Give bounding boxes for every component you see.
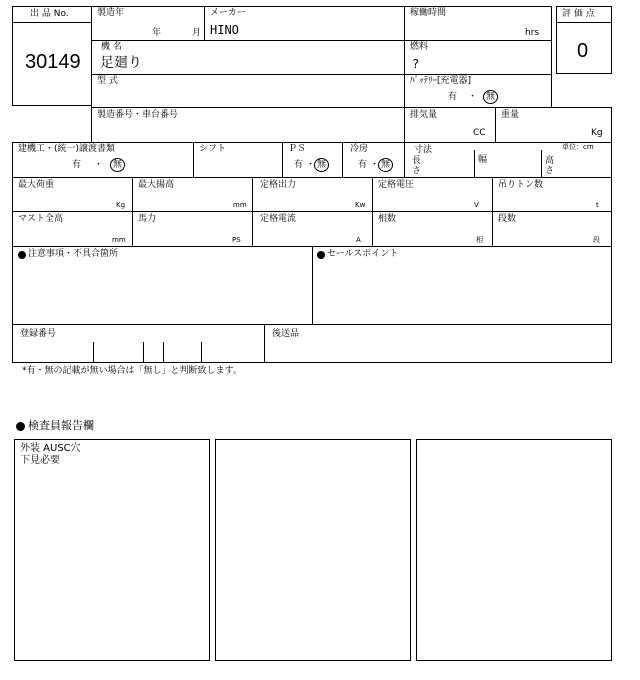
reg-divider-2 (143, 342, 144, 363)
reg-divider-4 (201, 342, 202, 363)
sales-bullet (317, 251, 325, 259)
inspector-box-1 (14, 439, 210, 661)
max-load-label: 最大荷重 (18, 180, 55, 190)
maker-label: メーカー (210, 8, 246, 18)
dims-divider-1 (474, 150, 475, 178)
aircon-nashi-circled: 無 (378, 158, 393, 172)
doc-label: 建機工・(統一)譲渡書類 (18, 144, 116, 154)
rated-current-label: 定格電流 (260, 214, 297, 224)
year-nen: 年 (152, 28, 162, 38)
battery-nashi-circled: 無 (483, 90, 498, 104)
notes-bullet (18, 251, 26, 259)
mast-height-unit: mm (112, 236, 126, 244)
hours-label: 稼働時間 (410, 8, 447, 18)
dims-unit: 単位：cm (562, 143, 594, 151)
doc-nashi-circled: 無 (110, 158, 125, 172)
ps-nashi-circled: 無 (314, 158, 329, 172)
score-value: 0 (577, 40, 589, 62)
weight-label: 重量 (501, 110, 520, 120)
score-label: 評 価 点 (562, 9, 595, 19)
inspector-box-2 (215, 439, 411, 661)
maker-value: HINO (210, 23, 239, 37)
year-tsuki: 月 (192, 28, 202, 38)
model-name-value: 足廻り (100, 55, 142, 71)
hours-unit: hrs (525, 28, 540, 38)
inspector-box-3 (416, 439, 612, 661)
shipping-label: 後送品 (272, 329, 300, 339)
rated-output-label: 定格出力 (260, 180, 297, 190)
inspector-line-1: 外装 AUSC穴 (20, 443, 81, 454)
shipping-cell (264, 324, 612, 363)
lift-ton-unit: t (596, 201, 599, 209)
dims-length: 長さ (412, 156, 422, 176)
fuel-value: ? (412, 57, 420, 71)
notes-label: 注意事項・不具合箇所 (28, 249, 119, 259)
model-name-label: 機 名 (101, 42, 122, 52)
doc-sep: ・ (94, 160, 104, 170)
max-lift-label: 最大揚高 (138, 180, 175, 190)
mast-height-label: マスト全高 (18, 214, 64, 224)
inspector-title: 検査員報告欄 (28, 419, 94, 432)
weight-unit: Kg (591, 128, 603, 138)
dims-divider-2 (541, 150, 542, 178)
lot-number: 30149 (25, 51, 81, 73)
inspector-bullet (16, 422, 25, 431)
reg-divider-3 (163, 342, 164, 363)
battery-sep: ・ (468, 92, 478, 102)
rated-current-unit: A (356, 236, 361, 244)
reg-divider-1 (93, 342, 94, 363)
max-load-unit: Kg (116, 201, 126, 209)
lot-label: 出 品 No. (30, 9, 69, 19)
displacement-unit: CC (473, 128, 486, 138)
type-cell (91, 74, 405, 108)
aircon-ari: 有 (358, 160, 368, 170)
dims-width: 幅 (478, 155, 488, 165)
serial-label: 製造番号・車台番号 (97, 110, 179, 120)
year-label: 製造年 (97, 8, 125, 18)
battery-ari: 有 (448, 92, 458, 102)
stages-label: 段数 (498, 214, 517, 224)
type-label: 型 式 (97, 76, 118, 86)
stages-unit: 段 (593, 236, 600, 244)
fuel-label: 燃料 (410, 42, 429, 52)
ps-label: ＰＳ (288, 144, 307, 154)
sales-label: セールスポイント (327, 249, 399, 259)
rated-output-unit: Kw (355, 201, 366, 209)
displacement-label: 排気量 (410, 110, 438, 120)
lift-ton-label: 吊りトン数 (498, 180, 544, 190)
aircon-sep: ・ (370, 160, 380, 170)
dims-label: 寸法 (414, 145, 433, 155)
ps-ari: 有 (294, 160, 304, 170)
reg-label: 登録番号 (20, 329, 57, 339)
phase-unit: 相 (476, 236, 483, 244)
footnote: *有・無の記載が無い場合は「無し」と判断致します。 (22, 366, 242, 376)
phase-label: 相数 (378, 214, 397, 224)
max-lift-unit: mm (233, 201, 247, 209)
inspector-line-2: 下見必要 (20, 455, 60, 466)
aircon-label: 冷房 (350, 144, 369, 154)
rated-voltage-unit: V (474, 201, 479, 209)
doc-ari: 有 (72, 160, 82, 170)
horsepower-unit: PS (232, 236, 241, 244)
dims-height: 高さ (545, 156, 555, 176)
rated-voltage-label: 定格電圧 (378, 180, 415, 190)
ps-sep: ・ (306, 160, 316, 170)
shift-label: シフト (199, 144, 227, 154)
battery-label: ﾊﾞｯﾃﾘｰ[充電器] (410, 76, 472, 86)
horsepower-label: 馬力 (138, 214, 157, 224)
